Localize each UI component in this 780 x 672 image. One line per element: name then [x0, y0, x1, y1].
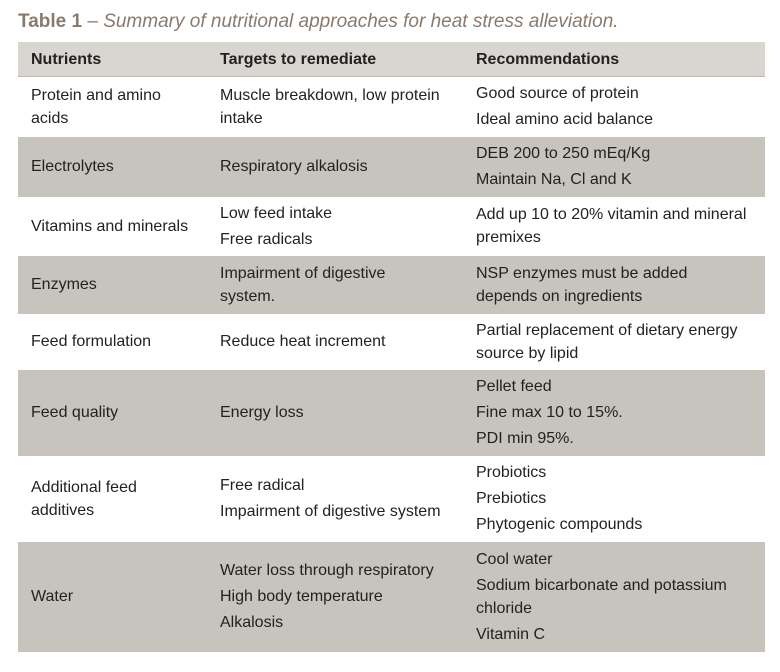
targets-cell	[207, 77, 463, 137]
targets-cell	[207, 370, 463, 456]
table-row	[18, 256, 765, 314]
recommendations-cell	[463, 370, 765, 456]
nutrient-text: Electrolytes	[31, 158, 114, 175]
recommendation-text: Sodium bicarbonate and potassium	[476, 576, 727, 594]
target-text: Energy loss	[220, 404, 304, 421]
nutrient-text: Feed formulation	[31, 333, 152, 350]
recommendation-text: Add up 10 to 20% vitamin and mineral	[476, 206, 747, 223]
recommendations-cell	[463, 456, 765, 542]
recommendation-text: Ideal amino acid balance	[476, 111, 654, 129]
nutrient-cell	[18, 456, 207, 542]
nutrition-table	[18, 42, 765, 652]
target-text: Alkalosis	[220, 614, 284, 631]
nutrient-cell	[18, 137, 207, 197]
target-text: High body temperature	[220, 588, 383, 605]
table-row	[18, 542, 765, 652]
recommendation-text: Pellet feed	[476, 378, 552, 395]
nutrient-text: Additional feed	[31, 478, 137, 496]
target-text: Impairment of digestive	[220, 264, 386, 282]
recommendation-text: NSP enzymes must be added	[476, 264, 688, 282]
recommendations-cell	[463, 256, 765, 314]
caption-title: Summary of nutritional approaches for heat stress alleviation.	[103, 11, 619, 32]
targets-cell	[207, 542, 463, 652]
recommendation-text: PDI min 95%.	[476, 430, 574, 447]
recommendation-text: Maintain Na, Cl and K	[476, 171, 632, 188]
nutrient-cell	[18, 77, 207, 137]
recommendation-text: depends on ingredients	[476, 287, 643, 305]
nutrient-text: additives	[31, 501, 95, 519]
nutrient-text: Water	[31, 588, 74, 605]
table-row	[18, 370, 765, 456]
recommendation-text: Cool water	[476, 550, 553, 568]
nutrient-cell	[18, 197, 207, 256]
nutrient-text: Enzymes	[31, 276, 97, 293]
nutrient-cell	[18, 542, 207, 652]
recommendation-text: Fine max 10 to 15%.	[476, 404, 623, 421]
targets-cell	[207, 197, 463, 256]
recommendation-text: Partial replacement of dietary energy	[476, 321, 738, 339]
nutrient-cell	[18, 314, 207, 370]
recommendation-text: Vitamin C	[476, 625, 546, 643]
table-row	[18, 77, 765, 137]
target-text: Water loss through respiratory	[220, 562, 434, 579]
target-text: Low feed intake	[220, 204, 333, 222]
recommendation-text: chloride	[476, 599, 533, 617]
nutrient-text: Vitamins and minerals	[31, 217, 189, 235]
targets-cell	[207, 456, 463, 542]
recommendation-text: premixes	[476, 229, 541, 246]
nutrient-text: acids	[31, 109, 69, 127]
table-header-row	[18, 42, 765, 77]
table-row	[18, 197, 765, 256]
target-text: intake	[220, 109, 263, 127]
nutrient-cell	[18, 370, 207, 456]
recommendation-text: Phytogenic compounds	[476, 516, 643, 533]
target-text: Muscle breakdown, low protein	[220, 86, 440, 104]
header-nutrients: Nutrients	[18, 42, 207, 77]
nutrient-cell	[18, 256, 207, 314]
recommendation-text: Probiotics	[476, 464, 547, 481]
targets-cell	[207, 256, 463, 314]
target-text: Reduce heat increment	[220, 333, 386, 350]
recommendations-cell	[463, 197, 765, 256]
header-recommendations: Recommendations	[463, 42, 765, 77]
recommendations-cell	[463, 542, 765, 652]
recommendation-text: source by lipid	[476, 344, 579, 362]
target-text: Impairment of digestive system	[220, 503, 441, 520]
target-text: Free radical	[220, 477, 305, 494]
target-text: system.	[220, 287, 276, 305]
targets-cell	[207, 314, 463, 370]
nutrient-text: Protein and amino	[31, 86, 161, 104]
caption-dash: –	[82, 11, 104, 32]
nutrient-text: Feed quality	[31, 404, 119, 421]
table-row	[18, 137, 765, 197]
recommendations-cell	[463, 77, 765, 137]
table-row	[18, 314, 765, 370]
table-row	[18, 456, 765, 542]
recommendation-text: Good source of protein	[476, 85, 639, 103]
header-targets: Targets to remediate	[207, 42, 463, 77]
recommendations-cell	[463, 314, 765, 370]
target-text: Respiratory alkalosis	[220, 158, 368, 175]
targets-cell	[207, 137, 463, 197]
recommendation-text: Prebiotics	[476, 490, 547, 507]
caption-label: Table 1	[18, 11, 83, 32]
target-text: Free radicals	[220, 230, 313, 248]
table-caption	[18, 11, 619, 33]
recommendations-cell	[463, 137, 765, 197]
recommendation-text: DEB 200 to 250 mEq/Kg	[476, 145, 651, 162]
